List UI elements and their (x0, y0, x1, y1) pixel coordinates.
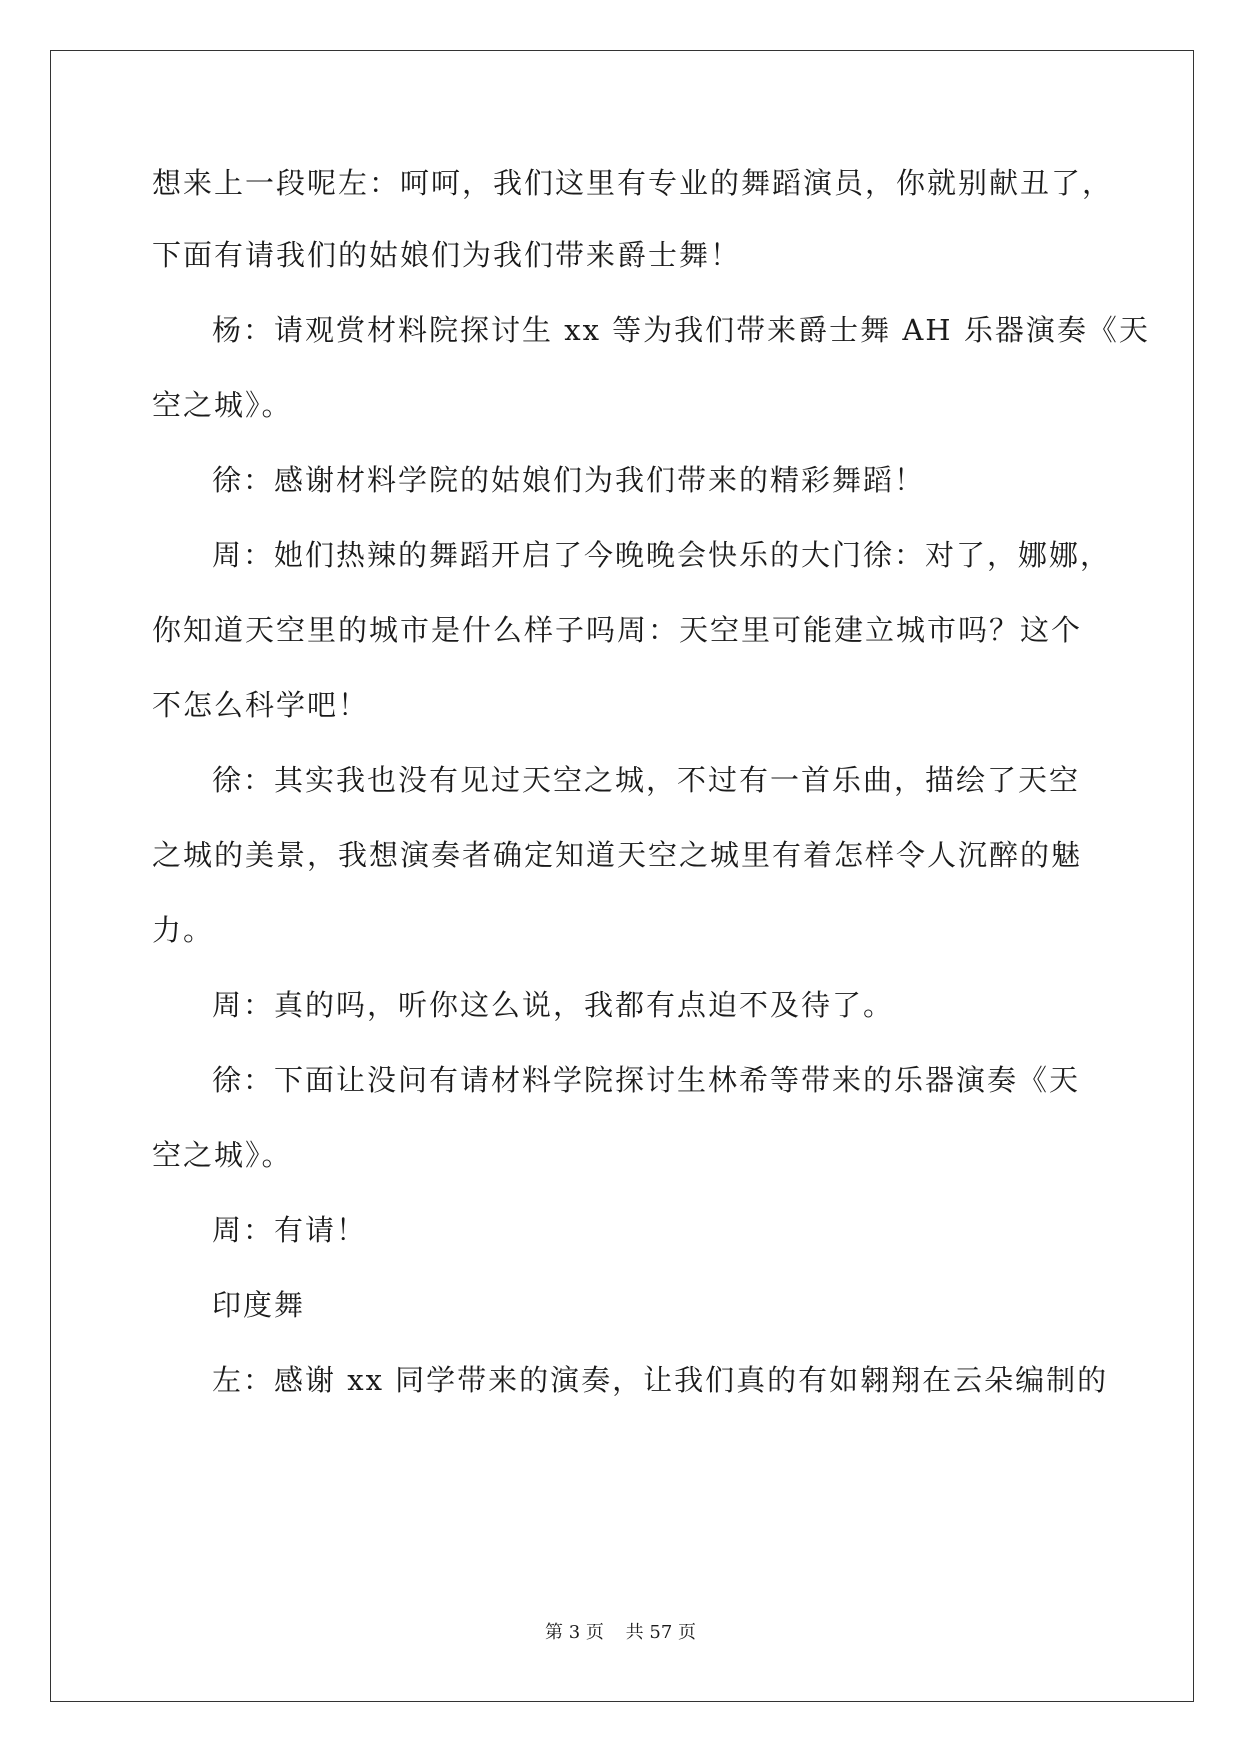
text-line: 印度舞 (212, 1288, 306, 1322)
text-line: 周：有请！ (212, 1213, 368, 1247)
page-footer (0, 1618, 1241, 1644)
text-line: 想来上一段呢左：呵呵，我们这里有专业的舞蹈演员，你就别献丑了， (152, 166, 1114, 200)
text-line: 周：真的吗，听你这么说，我都有点迫不及待了。 (212, 988, 895, 1022)
text-line: 下面有请我们的姑娘们为我们带来爵士舞！ (152, 238, 742, 272)
text-line: 徐：其实我也没有见过天空之城，不过有一首乐曲，描绘了天空 (212, 763, 1081, 797)
text-line: 之城的美景，我想演奏者确定知道天空之城里有着怎样令人沉醉的魅 (152, 838, 1083, 872)
text-line: 你知道天空里的城市是什么样子吗周：天空里可能建立城市吗？这个 (152, 613, 1083, 647)
text-line: 不怎么科学吧！ (152, 688, 370, 722)
text-line: 空之城》。 (152, 1138, 293, 1172)
text-line: 杨：请观赏材料院探讨生 xx 等为我们带来爵士舞 AH 乐器演奏《天 (212, 313, 1150, 347)
page-border (50, 50, 1194, 1702)
page-total: 共 57 页 (625, 1622, 696, 1643)
text-line: 周：她们热辣的舞蹈开启了今晚晚会快乐的大门徐：对了，娜娜， (212, 538, 1112, 572)
text-line: 徐：感谢材料学院的姑娘们为我们带来的精彩舞蹈！ (212, 463, 926, 497)
page-number: 第 3 页 (545, 1622, 604, 1643)
text-line: 空之城》。 (152, 388, 293, 422)
text-line: 徐：下面让没问有请材料学院探讨生林希等带来的乐器演奏《天 (212, 1063, 1081, 1097)
text-line: 力。 (152, 913, 215, 947)
text-line: 左：感谢 xx 同学带来的演奏，让我们真的有如翱翔在云朵编制的 (212, 1363, 1109, 1397)
